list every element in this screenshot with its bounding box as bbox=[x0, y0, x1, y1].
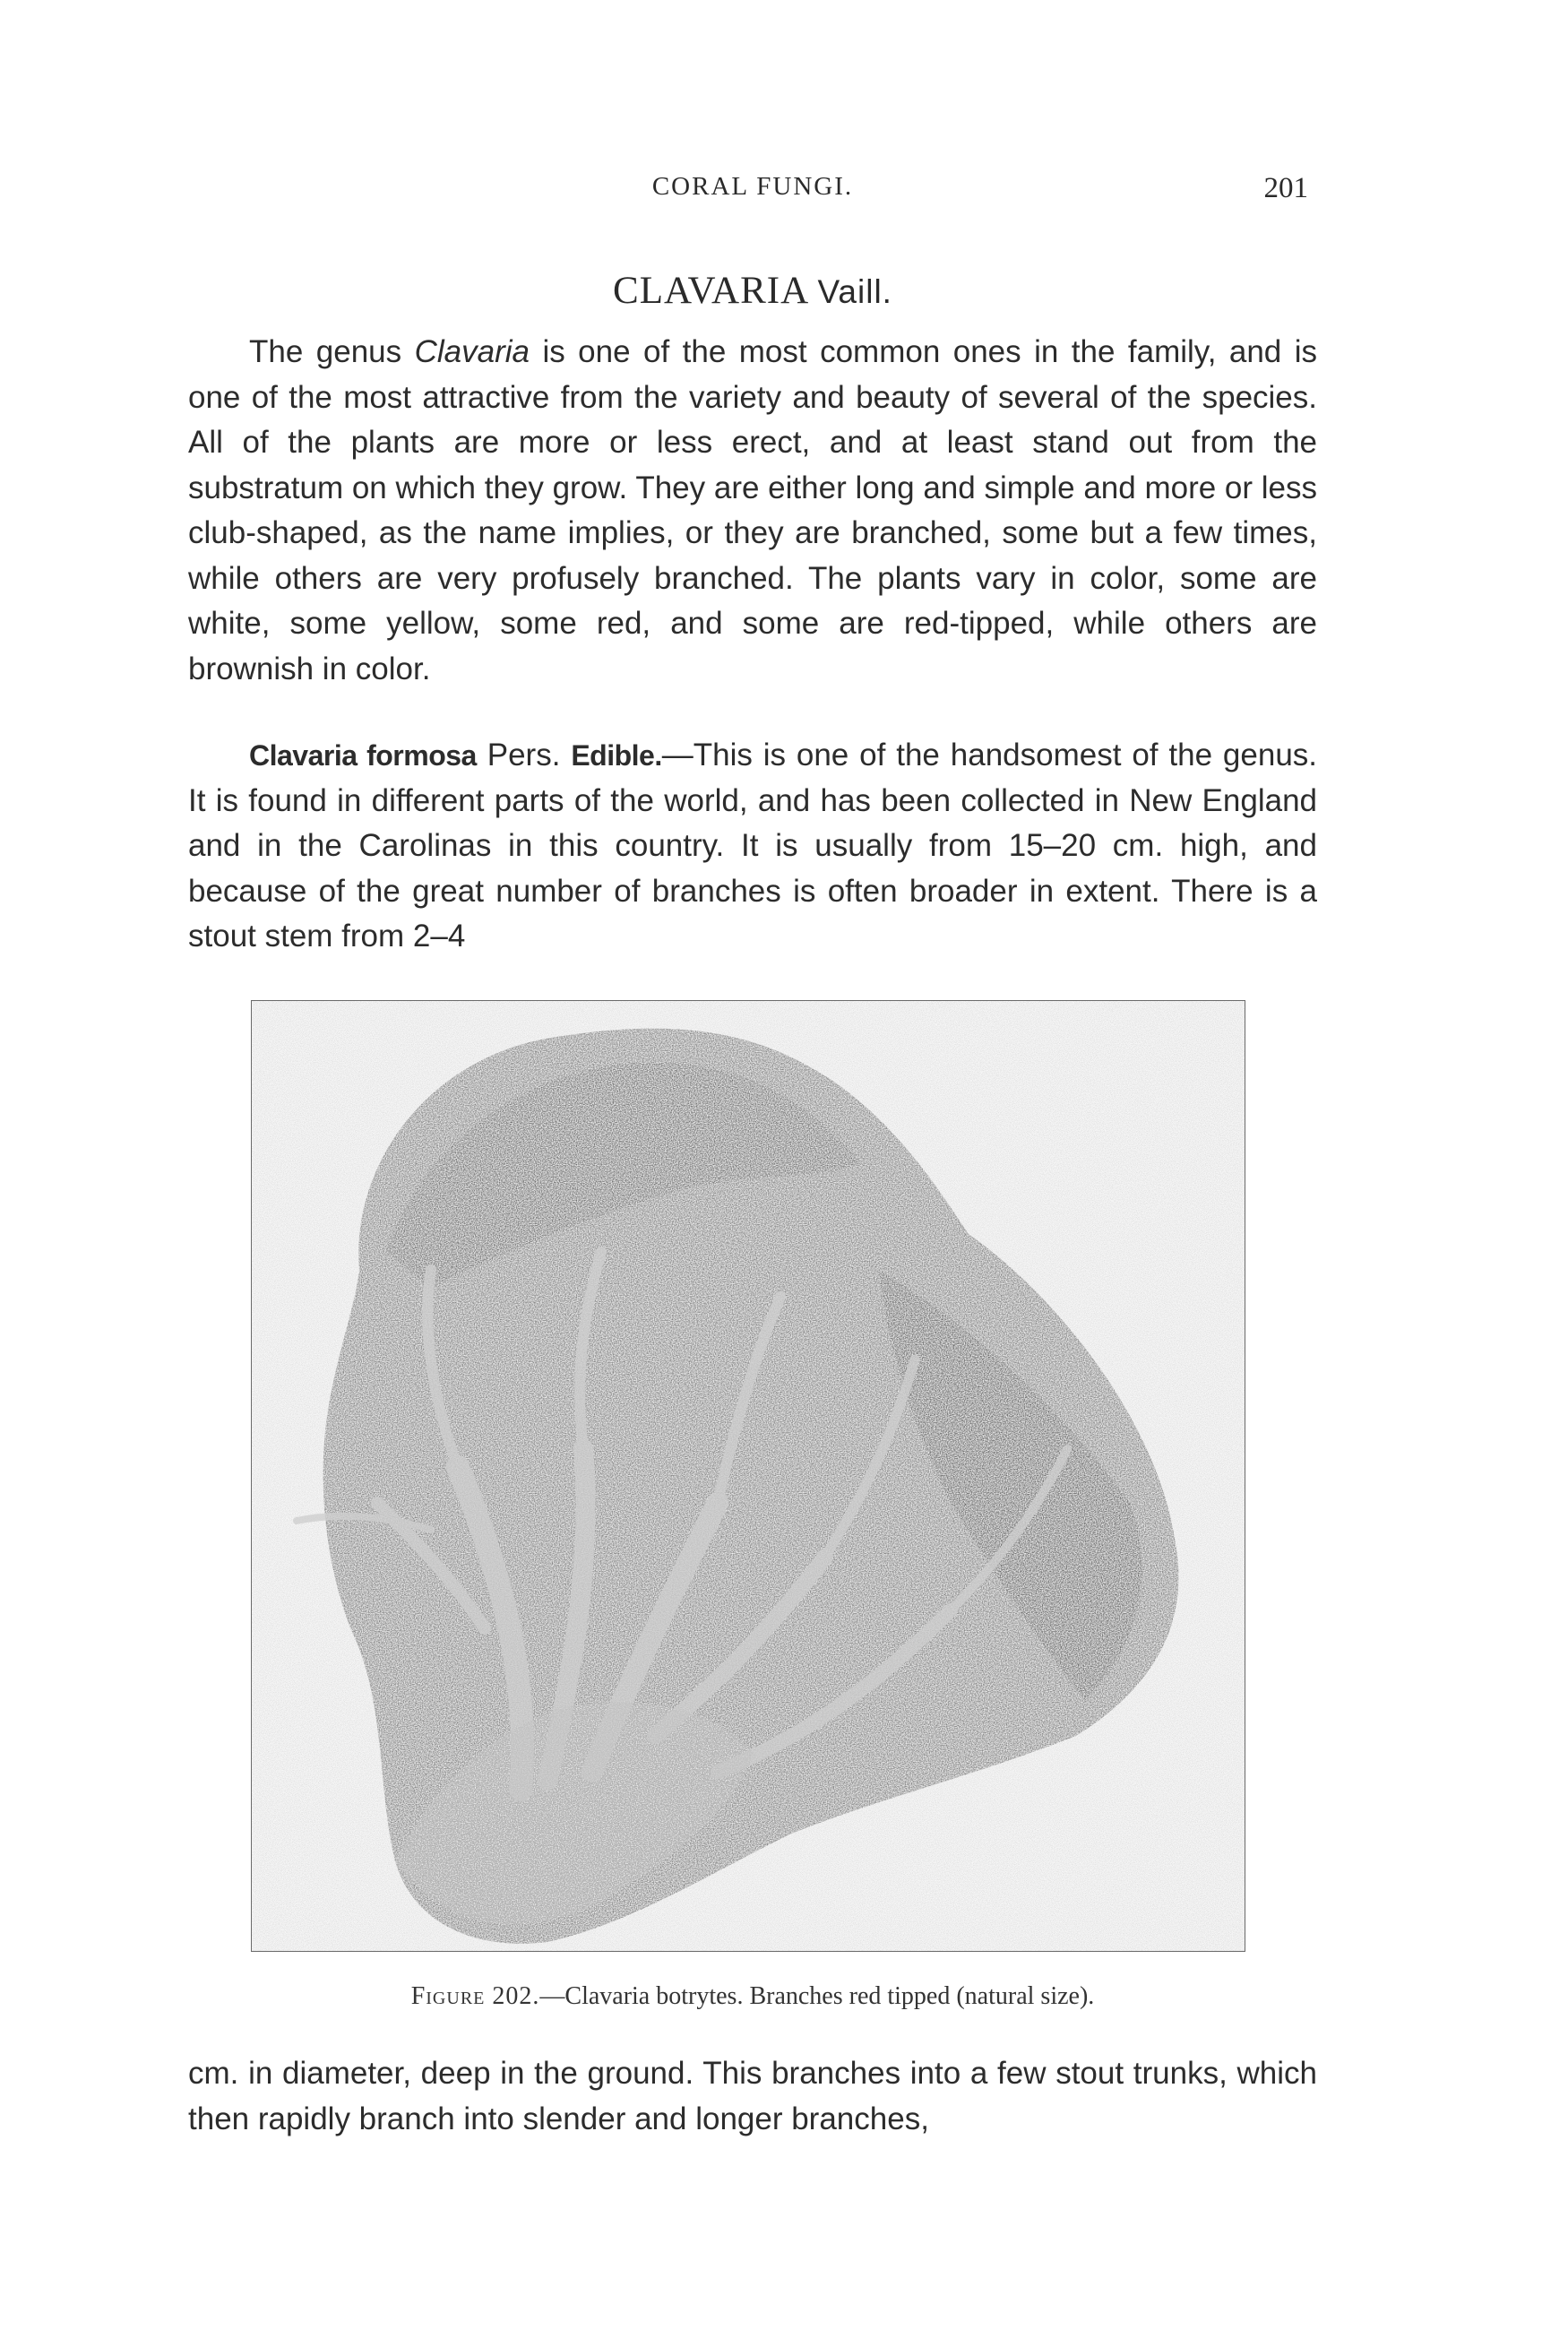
species-description: —This is one of the handsomest of the genus. It is found in different parts of the world, and has been collected in New England and in the Carolinas in this country. It is usually from 15–20 cm. high, and because of the great number of branches is often broader in extent. There is a stout stem from 2–4 bbox=[188, 738, 1318, 954]
genus-name-italic: Clavaria bbox=[414, 334, 530, 369]
page-number: 201 bbox=[1263, 172, 1308, 204]
edibility-label: Edible. bbox=[571, 739, 662, 772]
running-title: CORAL FUNGI. bbox=[651, 172, 854, 201]
species-name: Clavaria formosa bbox=[249, 739, 477, 772]
species-authority: Pers. bbox=[476, 738, 572, 772]
running-head bbox=[188, 172, 1317, 211]
figure-caption bbox=[188, 1982, 1317, 2011]
intro-paragraph bbox=[188, 330, 1317, 692]
section-title bbox=[188, 269, 1317, 313]
continuation-text: cm. in diameter, deep in the ground. This branches into a few stout trunks, which then rapidly branch into slender and longer branches, bbox=[188, 2056, 1317, 2136]
figure-photograph bbox=[251, 1000, 1245, 1952]
species-paragraph bbox=[188, 733, 1317, 960]
coral-fungus-illustration bbox=[252, 1001, 1245, 1951]
continuation-paragraph bbox=[188, 2050, 1317, 2142]
intro-text-start: The genus bbox=[249, 334, 415, 369]
intro-text-rest: is one of the most common ones in the family, and is one of the most attractive from the variety and beauty of several of the species. All of the plants are more or less erect, and at least stand out from the substratum on which they grow. They are either long and simple and more or less club-shaped, as the name implies, or they are branched, some but a few times, while others are very profusely branched. The plants vary in color, some are white, some yellow, some red, and some are red-tipped, while others are brownish in color. bbox=[188, 334, 1318, 686]
section-title-author: Vaill. bbox=[817, 273, 892, 310]
section-title-genus: CLAVARIA bbox=[613, 270, 807, 312]
figure-label: Figure 202. bbox=[410, 1982, 540, 2010]
figure-caption-text: —Clavaria botrytes. Branches red tipped (natural size). bbox=[539, 1982, 1095, 2010]
